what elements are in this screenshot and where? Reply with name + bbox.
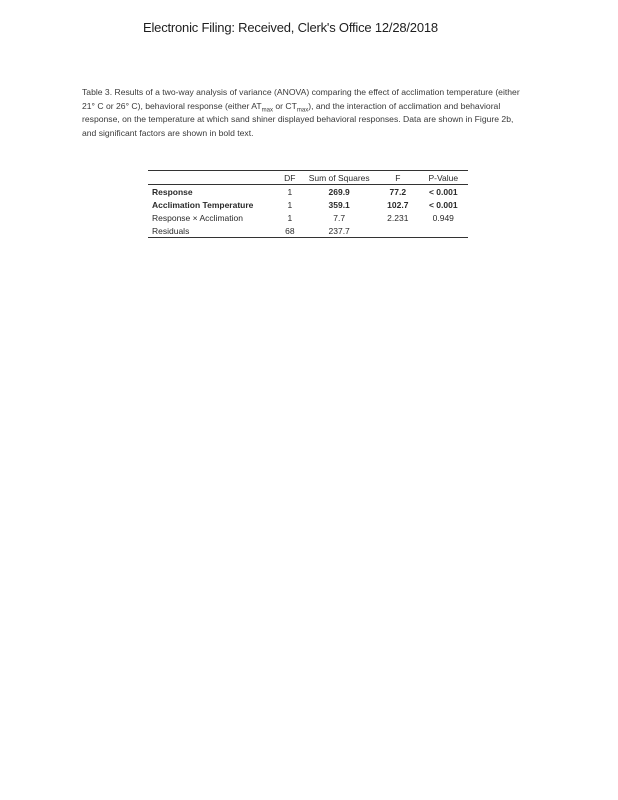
header-p-value: P-Value	[428, 172, 459, 183]
filing-stamp: Electronic Filing: Received, Clerk's Office 12/28/2018	[143, 20, 438, 35]
caption-subscript-1: max	[261, 107, 273, 114]
row-label: Response × Acclimation	[152, 212, 243, 223]
row-ss: 359.1	[328, 199, 350, 210]
table-row	[148, 224, 468, 238]
row-label: Residuals	[152, 225, 190, 236]
row-df: 68	[285, 225, 295, 236]
header-sum-of-squares: Sum of Squares	[308, 172, 370, 183]
caption-subscript-2: max	[296, 107, 309, 114]
row-label: Response	[152, 186, 193, 197]
row-f: 102.7	[387, 199, 409, 210]
table-header-row	[148, 171, 468, 185]
caption-text-2: or CT	[272, 100, 297, 111]
row-ss: 7.7	[333, 212, 346, 223]
caption-text-1: Table 3. Results of a two-way analysis of variance (ANOVA) comparing the effect of acclimation temperature (either 21° C or 26° C), behavioral response (either AT	[82, 87, 520, 111]
header-f: F	[395, 172, 401, 183]
row-f: 77.2	[389, 186, 407, 197]
table-row	[148, 211, 468, 224]
header-df: DF	[284, 172, 296, 183]
header-label-cell	[148, 171, 278, 185]
row-label: Acclimation Temperature	[152, 199, 254, 210]
row-f: 2.231	[387, 212, 409, 223]
anova-table	[148, 170, 468, 238]
row-df: 1	[287, 186, 293, 197]
table-row	[148, 198, 468, 211]
row-p: < 0.001	[428, 186, 458, 197]
table-row	[148, 185, 468, 199]
anova-table-container	[148, 170, 468, 238]
row-p: 0.949	[432, 212, 454, 223]
row-ss: 269.9	[328, 186, 350, 197]
row-ss: 237.7	[328, 225, 350, 236]
row-df: 1	[287, 212, 293, 223]
row-p: < 0.001	[428, 199, 458, 210]
caption-text-3: ), and the interaction of acclimation and behavioral response, on the temperature at which sand shiner displayed behavioral responses. Data are shown in Figure 2b, and significant factors are shown in bold text.	[82, 100, 514, 138]
row-df: 1	[287, 199, 293, 210]
table-caption	[82, 86, 528, 140]
row-f	[377, 224, 418, 238]
row-p	[419, 224, 468, 238]
